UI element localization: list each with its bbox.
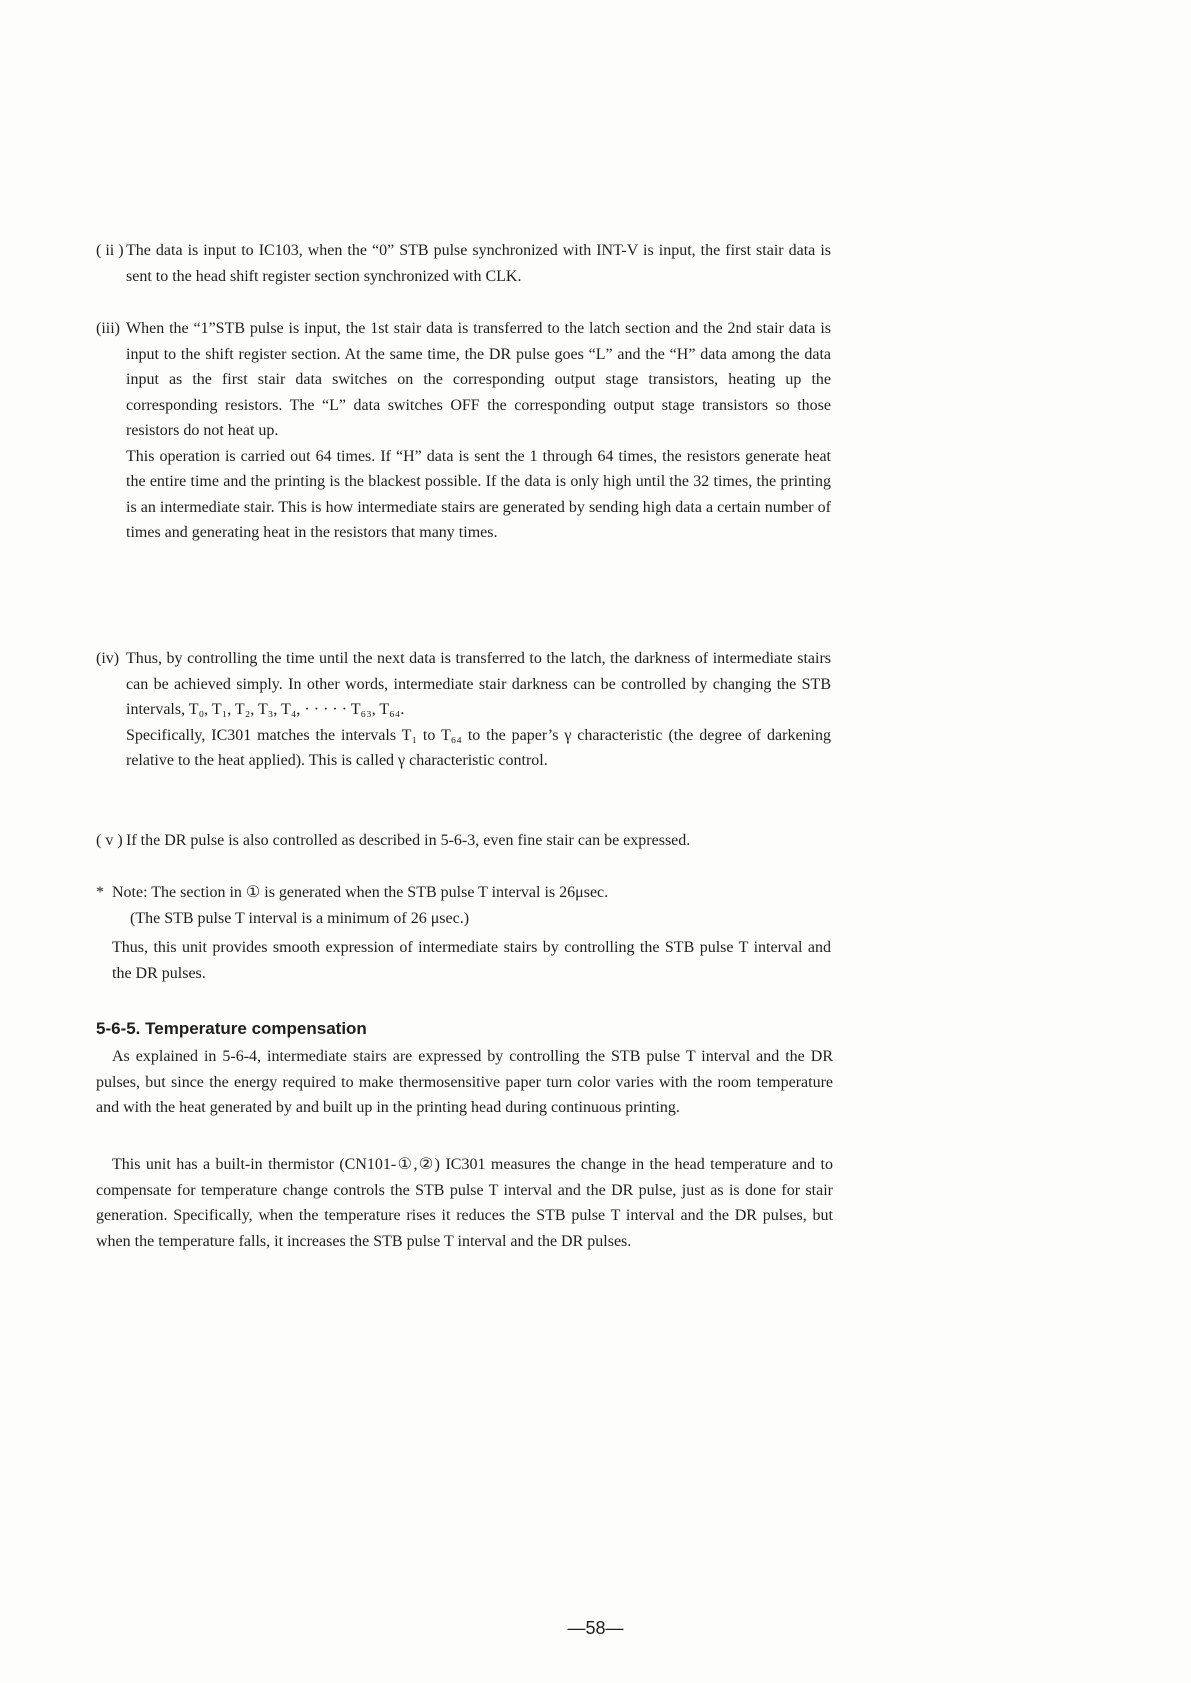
- section-paragraph-1: As explained in 5-6-4, intermediate stairs are expressed by controlling the STB pulse T interval and the DR pulses, but since the energy required to make thermosensitive paper turn color varies with the room temperature and with the heat generated by and built up in the printing head during continuous printing.: [96, 1048, 833, 1116]
- list-item-label: ( v ): [96, 832, 123, 849]
- list-item-paragraph: The data is input to IC103, when the “0” STB pulse synchronized with INT-V is input, the first stair data is sent to the head shift register section synchronized with CLK.: [126, 242, 831, 285]
- note-block: [96, 880, 831, 986]
- list-item-paragraph: When the “1”STB pulse is input, the 1st stair data is transferred to the latch section and the 2nd stair data is input to the shift register section. At the same time, the DR pulse goes “L” and the “H” data among the data input as the first stair data switches on the corresponding output stage transistors, heating up the corresponding resistors. The “L” data switches OFF the corresponding output stage transistors so those resistors do not heat up.: [126, 320, 831, 439]
- list-item-paragraph: If the DR pulse is also controlled as described in 5-6-3, even fine stair can be expressed.: [126, 832, 691, 849]
- list-item-ii: [96, 238, 831, 289]
- list-item-label: (iv): [96, 650, 120, 667]
- section-heading: 5-6-5. Temperature compensation: [96, 1019, 367, 1038]
- note-conclusion: Thus, this unit provides smooth expression of intermediate stairs by controlling the STB pulse T interval and the DR pulses.: [112, 939, 831, 982]
- page-number: —58—: [567, 1618, 624, 1638]
- list-item-paragraph: Specifically, IC301 matches the intervals T₁ to T₆₄ to the paper’s γ characteristic (the degree of darkening relative to the heat applied). This is called γ characteristic control.: [126, 726, 831, 769]
- list-item-paragraph: This operation is carried out 64 times. If “H” data is sent the 1 through 64 times, the resistors generate heat the entire time and the printing is the blackest possible. If the data is only high until the 32 times, the printing is an intermediate stair. This is how intermediate stairs are generated by sending high data a certain number of times and generating heat in the resistors that many times.: [126, 447, 831, 541]
- section-paragraph-2: This unit has a built-in thermistor (CN101-①,②) IC301 measures the change in the head temperature and to compensate for temperature change controls the STB pulse T interval and the DR pulse, just as is done for stair generation. Specifically, when the temperature rises it reduces the STB pulse T interval and the DR pulses, but when the temperature falls, it increases the STB pulse T interval and the DR pulses.: [96, 1156, 833, 1250]
- list-item-paragraph: Thus, by controlling the time until the next data is transferred to the latch, the darkness of intermediate stairs can be achieved simply. In other words, intermediate stair darkness can be controlled by changing the STB intervals, T₀, T₁, T₂, T₃, T₄, · · · · · T₆₃, T₆₄.: [126, 650, 831, 718]
- note-line-2: (The STB pulse T interval is a minimum of 26 μsec.): [130, 909, 470, 927]
- list-item-label: (iii): [96, 320, 120, 337]
- list-item-iii: [96, 316, 831, 546]
- list-item-label: ( ii ): [96, 242, 124, 259]
- list-item-v: [96, 828, 831, 854]
- note-asterisk: *: [96, 884, 104, 901]
- list-item-iv: [96, 646, 831, 774]
- note-line-1: Note: The section in ① is generated when the STB pulse T interval is 26μsec.: [112, 884, 609, 901]
